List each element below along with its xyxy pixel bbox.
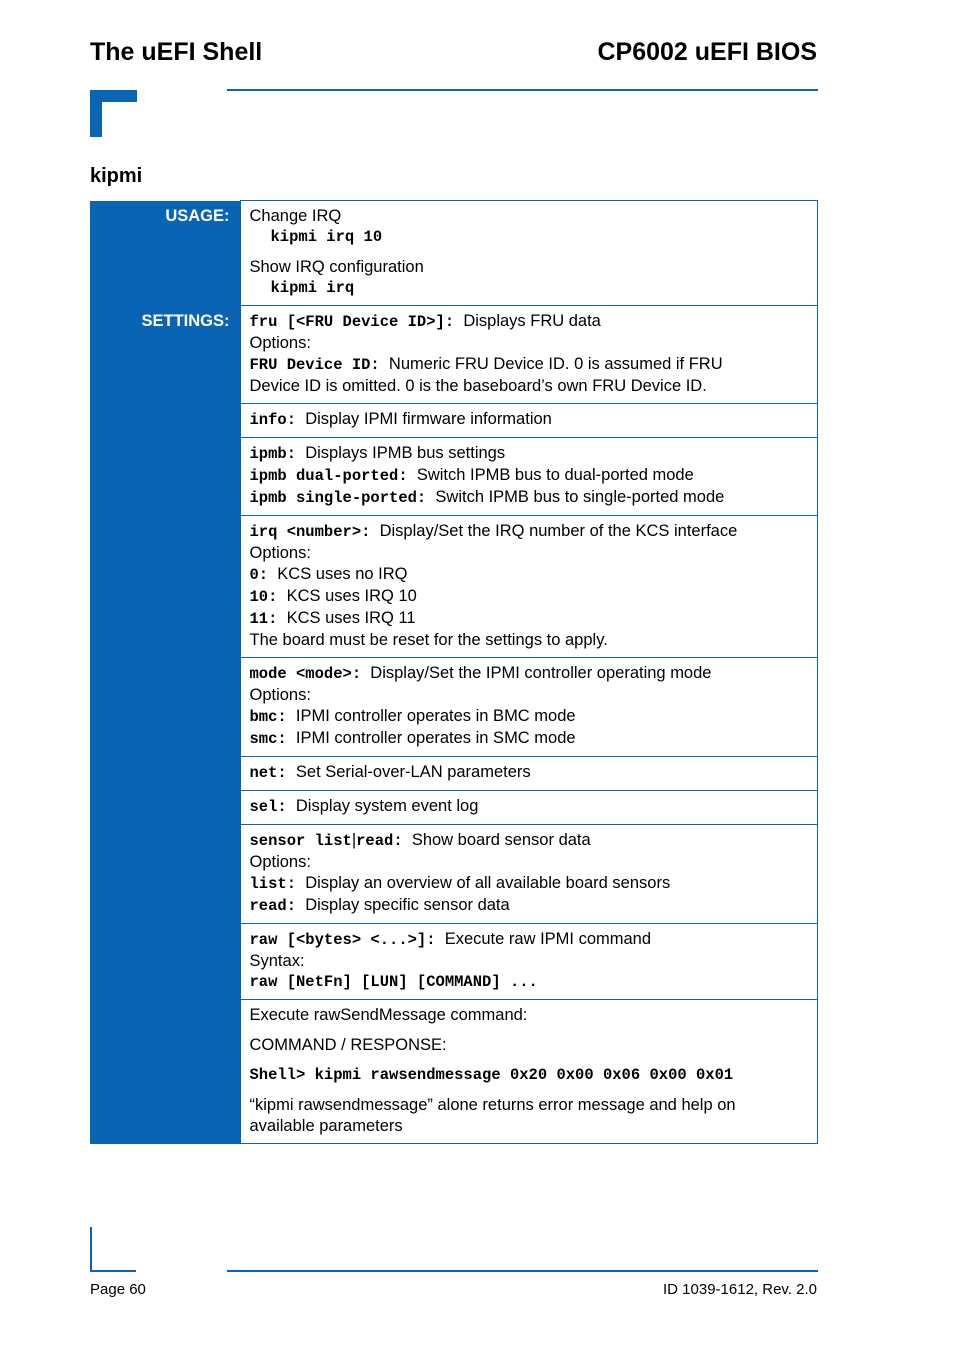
settings-label: SETTINGS: [90,306,240,1144]
mode-bmc-cmd: bmc: [249,708,287,726]
ipmb-dual-desc: Switch IPMB bus to dual-ported mode [416,466,694,484]
irq-opt-10-cmd: 10: [249,588,278,606]
fru-cmd: fru [<FRU Device ID>]: [249,313,455,331]
usage-content [240,201,818,306]
mode-cmd: mode <mode>: [249,665,362,683]
setting-sensor [240,825,818,924]
sensor-list-cmd: list: [249,875,297,893]
net-desc: Set Serial-over-LAN parameters [295,763,531,781]
sensor-cmd-list: sensor list [249,832,352,850]
irq-options: Options: [249,544,311,562]
header-rule [227,89,818,91]
info-desc: Display IPMI firmware information [305,410,552,428]
ipmb-dual-cmd: ipmb dual-ported: [249,467,408,485]
setting-irq [240,516,818,658]
mode-bmc-desc: IPMI controller operates in BMC mode [295,707,576,725]
fru-opt-cmd: FRU Device ID: [249,356,380,374]
irq-opt-10-desc: KCS uses IRQ 10 [286,587,417,605]
footer-corner-mark [90,1227,92,1271]
raw-desc: Execute raw IPMI command [444,930,652,948]
ipmb-single-cmd: ipmb single-ported: [249,489,427,507]
irq-opt-11-desc: KCS uses IRQ 11 [286,609,416,627]
sensor-read-cmd: read: [249,897,297,915]
rawsend-cmd: Shell> kipmi rawsendmessage 0x20 0x00 0x06 0x00 0x01 [249,1066,734,1084]
rawsend-line-2: COMMAND / RESPONSE: [249,1036,447,1054]
mode-options: Options: [249,686,311,704]
footer-corner-mark-horizontal [90,1270,136,1272]
fru-desc: Displays FRU data [463,312,601,330]
ipmb-cmd: ipmb: [249,445,297,463]
fru-options: Options: [249,334,311,352]
mode-desc: Display/Set the IPMI controller operating mode [370,664,712,682]
usage-desc-1: Change IRQ [249,207,342,225]
setting-mode [240,658,818,757]
command-title: kipmi [90,165,143,187]
raw-cmd: raw [<bytes> <...>]: [249,931,436,949]
usage-row [90,201,818,306]
net-cmd: net: [249,764,287,782]
ipmb-single-desc: Switch IPMB bus to single-ported mode [435,488,725,506]
command-spec-table [90,200,818,1144]
sensor-options: Options: [249,853,311,871]
usage-label: USAGE: [90,201,240,306]
irq-note: The board must be reset for the settings to apply. [249,631,608,649]
raw-syntax-cmd: raw [NetFn] [LUN] [COMMAND] ... [249,973,538,991]
irq-cmd: irq <number>: [249,523,371,541]
sensor-cmd-separator: | [351,831,357,849]
document-id: ID 1039-1612, Rev. 2.0 [663,1281,817,1298]
info-cmd: info: [249,411,297,429]
rawsend-note: “kipmi rawsendmessage” alone returns error message and help on [249,1096,736,1114]
fru-opt-desc: Numeric FRU Device ID. 0 is assumed if FRU [388,355,723,373]
setting-fru [240,306,818,404]
usage-cmd-2: kipmi irq [270,279,355,297]
sel-desc: Display system event log [295,797,479,815]
usage-cmd-1: kipmi irq 10 [270,228,383,246]
setting-info [240,404,818,438]
setting-raw [240,924,818,1000]
sel-cmd: sel: [249,798,287,816]
footer-rule [227,1270,818,1272]
setting-rawsend [240,1000,818,1144]
usage-desc-2: Show IRQ configuration [249,258,424,276]
setting-row-fru [90,306,818,404]
fru-opt-desc-2: Device ID is omitted. 0 is the baseboard’s own FRU Device ID. [249,377,707,395]
corner-mark-vertical [90,90,102,137]
setting-net [240,757,818,791]
header-document-title: CP6002 uEFI BIOS [597,38,817,66]
setting-ipmb [240,438,818,516]
sensor-desc: Show board sensor data [411,831,591,849]
ipmb-desc: Displays IPMB bus settings [305,444,506,462]
raw-syntax-label: Syntax: [249,952,305,970]
irq-opt-0-cmd: 0: [249,566,269,584]
header-section-title: The uEFI Shell [90,38,263,66]
sensor-read-desc: Display specific sensor data [305,896,510,914]
page-number: Page 60 [90,1281,146,1298]
irq-opt-0-desc: KCS uses no IRQ [277,565,408,583]
setting-sel [240,791,818,825]
irq-opt-11-cmd: 11: [249,610,278,628]
sensor-cmd-read: read: [356,832,403,850]
irq-desc: Display/Set the IRQ number of the KCS interface [379,522,738,540]
sensor-list-desc: Display an overview of all available board sensors [305,874,671,892]
rawsend-line-1: Execute rawSendMessage command: [249,1006,528,1024]
mode-smc-desc: IPMI controller operates in SMC mode [295,729,576,747]
rawsend-note-2: available parameters [249,1117,403,1135]
mode-smc-cmd: smc: [249,730,287,748]
